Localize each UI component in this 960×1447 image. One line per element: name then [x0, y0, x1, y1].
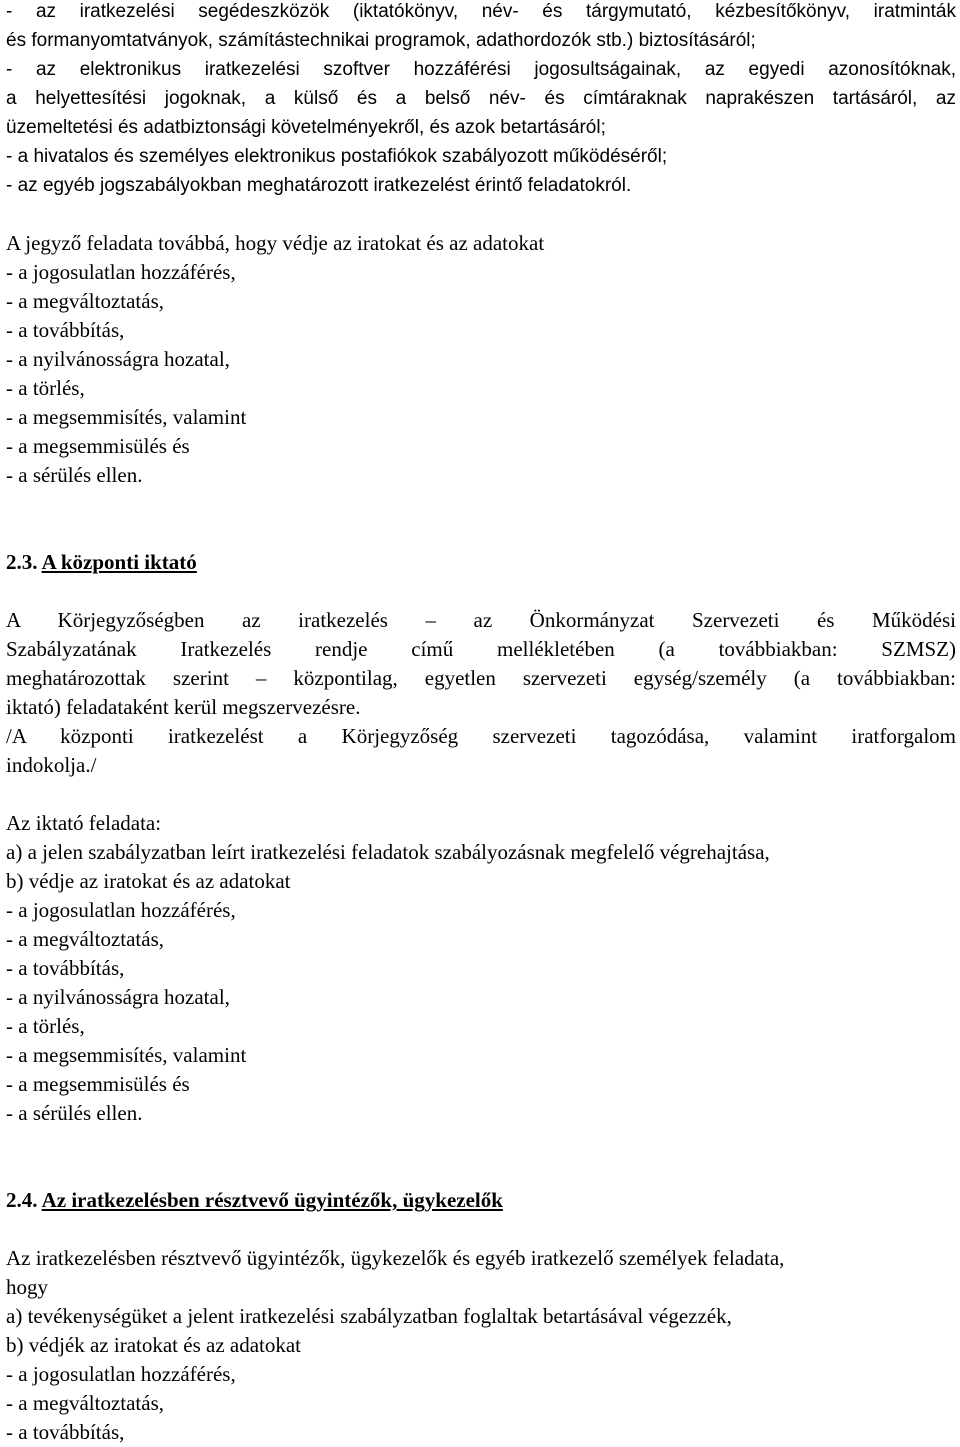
protect-intro: A jegyző feladata továbbá, hogy védje az iratokat és az adatokat	[6, 231, 545, 255]
duty-item-b: b) védje az iratokat és az adatokat	[6, 869, 291, 893]
list-item: - a jogosulatlan hozzáférés,	[6, 260, 236, 284]
intro-line: a helyettesítési jogoknak, a külső és a belső név- és címtáraknak naprakészen tartásáról, az	[6, 88, 956, 109]
document-page	[6, 0, 956, 1447]
spacer	[6, 490, 956, 548]
list-item: - a megsemmisítés, valamint	[6, 1043, 247, 1067]
intro-line: - a hivatalos és személyes elektronikus postafiókok szabályozott működéséről;	[6, 146, 668, 167]
list-item: - a törlés,	[6, 376, 85, 400]
protect-list	[6, 258, 956, 490]
section-number: 2.4.	[6, 1188, 38, 1212]
list-item: - a jogosulatlan hozzáférés,	[6, 898, 236, 922]
intro-line: - az iratkezelési segédeszközök (iktatókönyv, név- és tárgymutató, kézbesítőkönyv, iratminták	[6, 1, 956, 22]
protect-list	[6, 1360, 956, 1447]
spacer	[6, 200, 956, 229]
list-item: - a megsemmisülés és	[6, 434, 190, 458]
list-item: - a megváltoztatás,	[6, 1391, 165, 1415]
duty-title: Az iktató feladata:	[6, 811, 162, 835]
section-paragraph	[6, 606, 956, 780]
list-item: - a nyilvánosságra hozatal,	[6, 347, 230, 371]
list-item: - a jogosulatlan hozzáférés,	[6, 1362, 236, 1386]
section-number: 2.3.	[6, 550, 38, 574]
section-title: A központi iktató	[41, 550, 197, 574]
list-item: - a továbbítás,	[6, 956, 125, 980]
list-item: - a sérülés ellen.	[6, 463, 143, 487]
list-item: - a sérülés ellen.	[6, 1101, 143, 1125]
list-item: - a nyilvánosságra hozatal,	[6, 985, 230, 1009]
list-item: - a törlés,	[6, 1014, 85, 1038]
paragraph-line: Az iratkezelésben résztvevő ügyintézők, ügykezelők és egyéb iratkezelő személyek feladata,	[6, 1246, 785, 1270]
note-line: indokolja./	[6, 753, 97, 777]
paragraph-line: Szabályzatának Iratkezelés rendje című mellékletében (a továbbiakban: SZMSZ)	[6, 637, 956, 661]
intro-block	[6, 0, 956, 200]
intro-line: - az egyéb jogszabályokban meghatározott iratkezelést érintő feladatokról.	[6, 175, 632, 196]
duty-item-a: a) a jelen szabályzatban leírt iratkezelési feladatok szabályozásnak megfelelő végrehajtása,	[6, 840, 770, 864]
list-item: - a megsemmisülés és	[6, 1072, 190, 1096]
list-item: - a megváltoztatás,	[6, 927, 165, 951]
paragraph-line: meghatározottak szerint – központilag, egyetlen szervezeti egység/személy (a továbbiakban:	[6, 666, 956, 690]
note-line: /A központi iratkezelést a Körjegyzőség szervezeti tagozódása, valamint iratforgalom	[6, 724, 956, 748]
duty-protect-list	[6, 896, 956, 1128]
section-title: Az iratkezelésben résztvevő ügyintézők, ügykezelők	[41, 1188, 503, 1212]
paragraph-line: hogy	[6, 1275, 48, 1299]
spacer	[6, 780, 956, 809]
section-heading	[6, 548, 956, 577]
intro-line: - az elektronikus iratkezelési szoftver hozzáférési jogosultságainak, az egyedi azonosítóknak,	[6, 59, 956, 80]
list-item: - a megsemmisítés, valamint	[6, 405, 247, 429]
intro-line: üzemeltetési és adatbiztonsági követelményekről, és azok betartásáról;	[6, 117, 606, 138]
list-item: - a megváltoztatás,	[6, 289, 165, 313]
list-item: - a továbbítás,	[6, 1420, 125, 1444]
paragraph-line: A Körjegyzőségben az iratkezelés – az Önkormányzat Szervezeti és Működési	[6, 608, 956, 632]
spacer	[6, 1215, 956, 1244]
item-a: a) tevékenységüket a jelent iratkezelési szabályzatban foglaltak betartásával végezzék,	[6, 1304, 732, 1328]
intro-line: és formanyomtatványok, számítástechnikai programok, adathordozók stb.) biztosításáról;	[6, 30, 756, 51]
paragraph-line: iktató) feladataként kerül megszervezésre.	[6, 695, 361, 719]
section-heading	[6, 1186, 956, 1215]
list-item: - a továbbítás,	[6, 318, 125, 342]
spacer	[6, 1128, 956, 1186]
spacer	[6, 577, 956, 606]
item-b: b) védjék az iratokat és az adatokat	[6, 1333, 302, 1357]
